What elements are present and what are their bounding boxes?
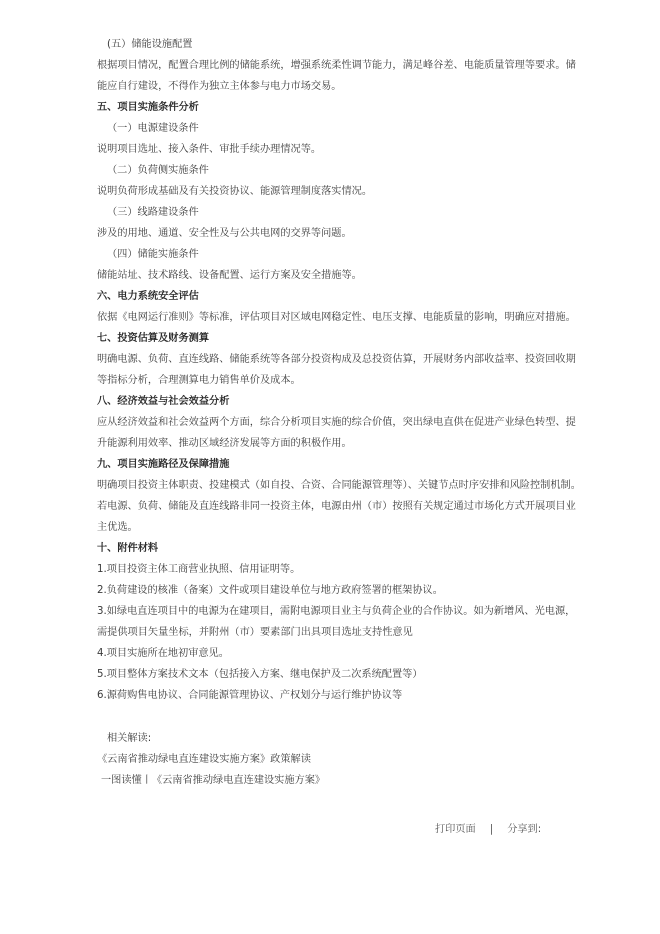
related-link-infographic[interactable]: 一图读懂丨《云南省推动绿电直连建设实施方案》 <box>101 775 326 786</box>
paragraph: 3.如绿电直连项目中的电源为在建项目，需附电源项目业主与负荷企业的合作协议。如为新增风、光电源，需提供项目矢量坐标，并附州（市）要素部门出具项目选址支持性意见 <box>97 606 576 638</box>
footer-separator: | <box>489 824 494 835</box>
paragraph: 根据项目情况，配置合理比例的储能系统，增强系统柔性调节能力，满足峰谷差、电能质量管理等要求。储能应自行建设，不得作为独立主体参与电力市场交易。 <box>97 60 576 92</box>
section-heading: 六、电力系统安全评估 <box>97 291 199 302</box>
subsection-heading: （四）储能实施条件 <box>107 249 199 260</box>
article-content <box>97 34 585 706</box>
section-heading: 十、附件材料 <box>97 543 159 554</box>
paragraph: 储能站址、技术路线、设备配置、运行方案及安全措施等。 <box>97 270 362 281</box>
paragraph: 2.负荷建设的核准（备案）文件或项目建设单位与地方政府签署的框架协议。 <box>97 585 443 596</box>
related-section <box>97 728 585 791</box>
share-label: 分享到: <box>507 824 542 835</box>
section-heading: 八、经济效益与社会效益分析 <box>97 396 230 407</box>
subsection-heading: （二）负荷侧实施条件 <box>107 165 209 176</box>
paragraph: 4.项目实施所在地初审意见。 <box>97 648 229 659</box>
paragraph: 应从经济效益和社会效益两个方面，综合分析项目实施的综合价值，突出绿电直供在促进产业绿色转型、提升能源利用效率、推动区域经济发展等方面的积极作用。 <box>97 417 576 449</box>
paragraph: 5.项目整体方案技术文本（包括接入方案、继电保护及二次系统配置等） <box>97 669 423 680</box>
paragraph: 6.源荷购售电协议、合同能源管理协议、产权划分与运行维护协议等 <box>97 690 403 701</box>
related-link-policy-interpretation[interactable]: 《云南省推动绿电直连建设实施方案》政策解读 <box>97 754 311 765</box>
paragraph: 依据《电网运行准则》等标准，评估项目对区域电网稳定性、电压支撑、电能质量的影响，明确应对措施。 <box>97 312 576 323</box>
paragraph: 说明负荷形成基础及有关投资协议、能源管理制度落实情况。 <box>97 186 373 197</box>
section-heading: 九、项目实施路径及保障措施 <box>97 459 230 470</box>
document-body <box>97 34 585 791</box>
paragraph: 说明项目选址、接入条件、审批手续办理情况等。 <box>97 144 322 155</box>
section-heading: 七、投资估算及财务测算 <box>97 333 210 344</box>
paragraph: 1.项目投资主体工商营业执照、信用证明等。 <box>97 564 301 575</box>
subsection-heading: (五）储能设施配置 <box>107 39 193 50</box>
paragraph: 明确电源、负荷、直连线路、储能系统等各部分投资构成及总投资估算，开展财务内部收益率、投资回收期等指标分析，合理测算电力销售单价及成本。 <box>97 354 576 386</box>
section-heading: 五、项目实施条件分析 <box>97 102 199 113</box>
subsection-heading: （三）线路建设条件 <box>107 207 199 218</box>
subsection-heading: （一）电源建设条件 <box>107 123 199 134</box>
paragraph: 明确项目投资主体职责、投建模式（如自投、合资、合同能源管理等）、关键节点时序安排和风险控制机制。若电源、负荷、储能及直连线路非同一投资主体，电源由州（市）按照有关规定通过市场化方式开展项目业主优选。 <box>97 480 581 533</box>
page-footer <box>435 820 541 835</box>
paragraph: 涉及的用地、通道、安全性及与公共电网的交界等问题。 <box>97 228 352 239</box>
print-page-link[interactable]: 打印页面 <box>435 824 476 835</box>
related-label: 相关解读: <box>107 733 152 744</box>
